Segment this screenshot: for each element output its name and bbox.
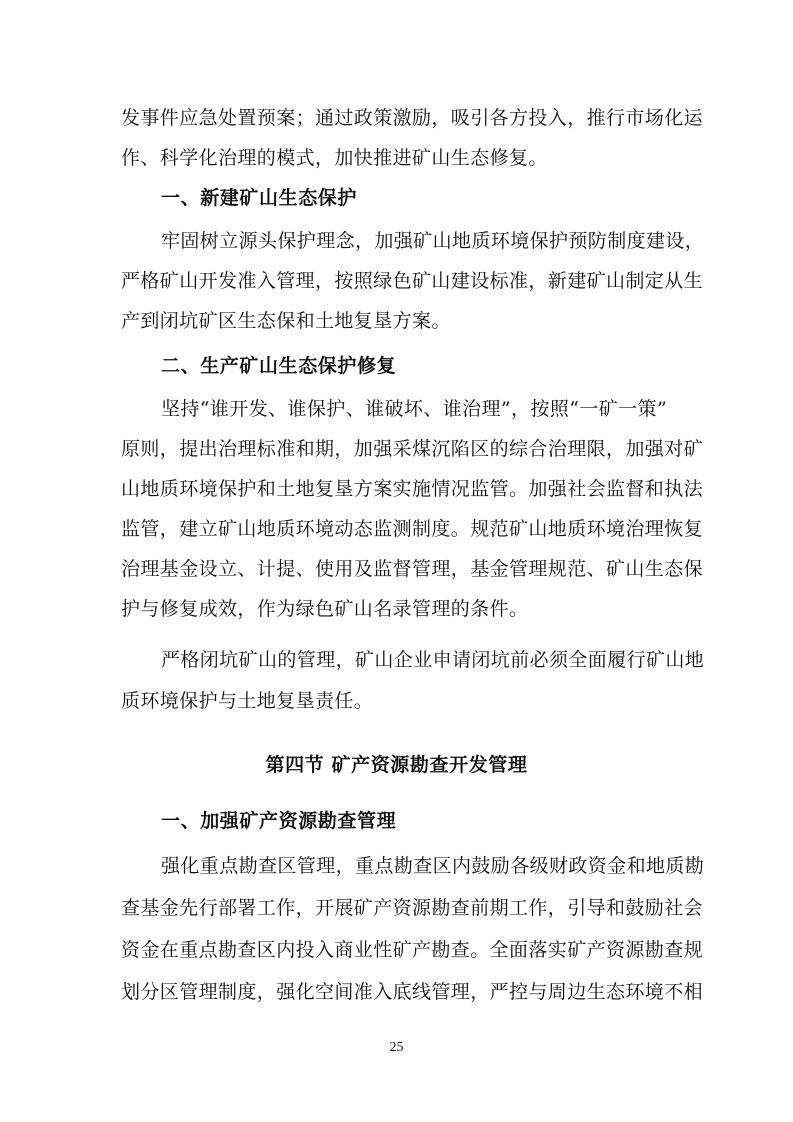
paragraph-line: 山地质环境保护和土地复垦方案实施情况监管。加强社会监督和执法 bbox=[121, 478, 704, 500]
page-number: 25 bbox=[389, 1040, 404, 1055]
paragraph-line: 严格闭坑矿山的管理，矿山企业申请闭坑前必须全面履行矿山地 bbox=[161, 649, 705, 671]
paragraph-line: 资金在重点勘查区内投入商业性矿产勘查。全面落实矿产资源勘查规 bbox=[121, 939, 704, 961]
paragraph-line: 牢固树立源头保护理念，加强矿山地质环境保护预防制度建设， bbox=[161, 230, 705, 252]
paragraph-line: 查基金先行部署工作，开展矿产资源勘查前期工作，引导和鼓励社会 bbox=[121, 897, 704, 919]
paragraph-line: 护与修复成效，作为绿色矿山名录管理的条件。 bbox=[121, 598, 529, 620]
paragraph-line: 发事件应急处置预案；通过政策激励，吸引各方投入，推行市场化运 bbox=[121, 107, 704, 129]
paragraph-line: 强化重点勘查区管理，重点勘查区内鼓励各级财政资金和地质勘 bbox=[161, 855, 705, 877]
heading-new-mine-protection: 一、新建矿山生态保护 bbox=[161, 187, 358, 209]
paragraph-line: 监管，建立矿山地质环境动态监测制度。规范矿山地质环境治理恢复 bbox=[121, 518, 704, 540]
paragraph-line: 治理基金设立、计提、使用及监督管理，基金管理规范、矿山生态保 bbox=[121, 558, 704, 580]
paragraph-line: 质环境保护与土地复垦责任。 bbox=[121, 690, 374, 712]
paragraph-line: 原则，提出治理标准和期，加强采煤沉陷区的综合治理限，加强对矿 bbox=[121, 438, 704, 460]
section-title: 第四节 矿产资源勘查开发管理 bbox=[265, 754, 528, 776]
paragraph-line: 作、科学化治理的模式，加快推进矿山生态修复。 bbox=[121, 147, 548, 169]
heading-production-mine-restoration: 二、生产矿山生态保护修复 bbox=[161, 355, 397, 377]
paragraph-line: 坚持“谁开发、谁保护、谁破坏、谁治理”，按照“一矿一策” bbox=[161, 398, 668, 420]
paragraph-line: 严格矿山开发准入管理，按照绿色矿山建设标准，新建矿山制定从生 bbox=[121, 270, 704, 292]
paragraph-line: 产到闭坑矿区生态保和土地复垦方案。 bbox=[121, 310, 451, 332]
heading-exploration-management: 一、加强矿产资源勘查管理 bbox=[161, 810, 397, 832]
paragraph-line: 划分区管理制度，强化空间准入底线管理，严控与周边生态环境不相 bbox=[121, 981, 704, 1003]
